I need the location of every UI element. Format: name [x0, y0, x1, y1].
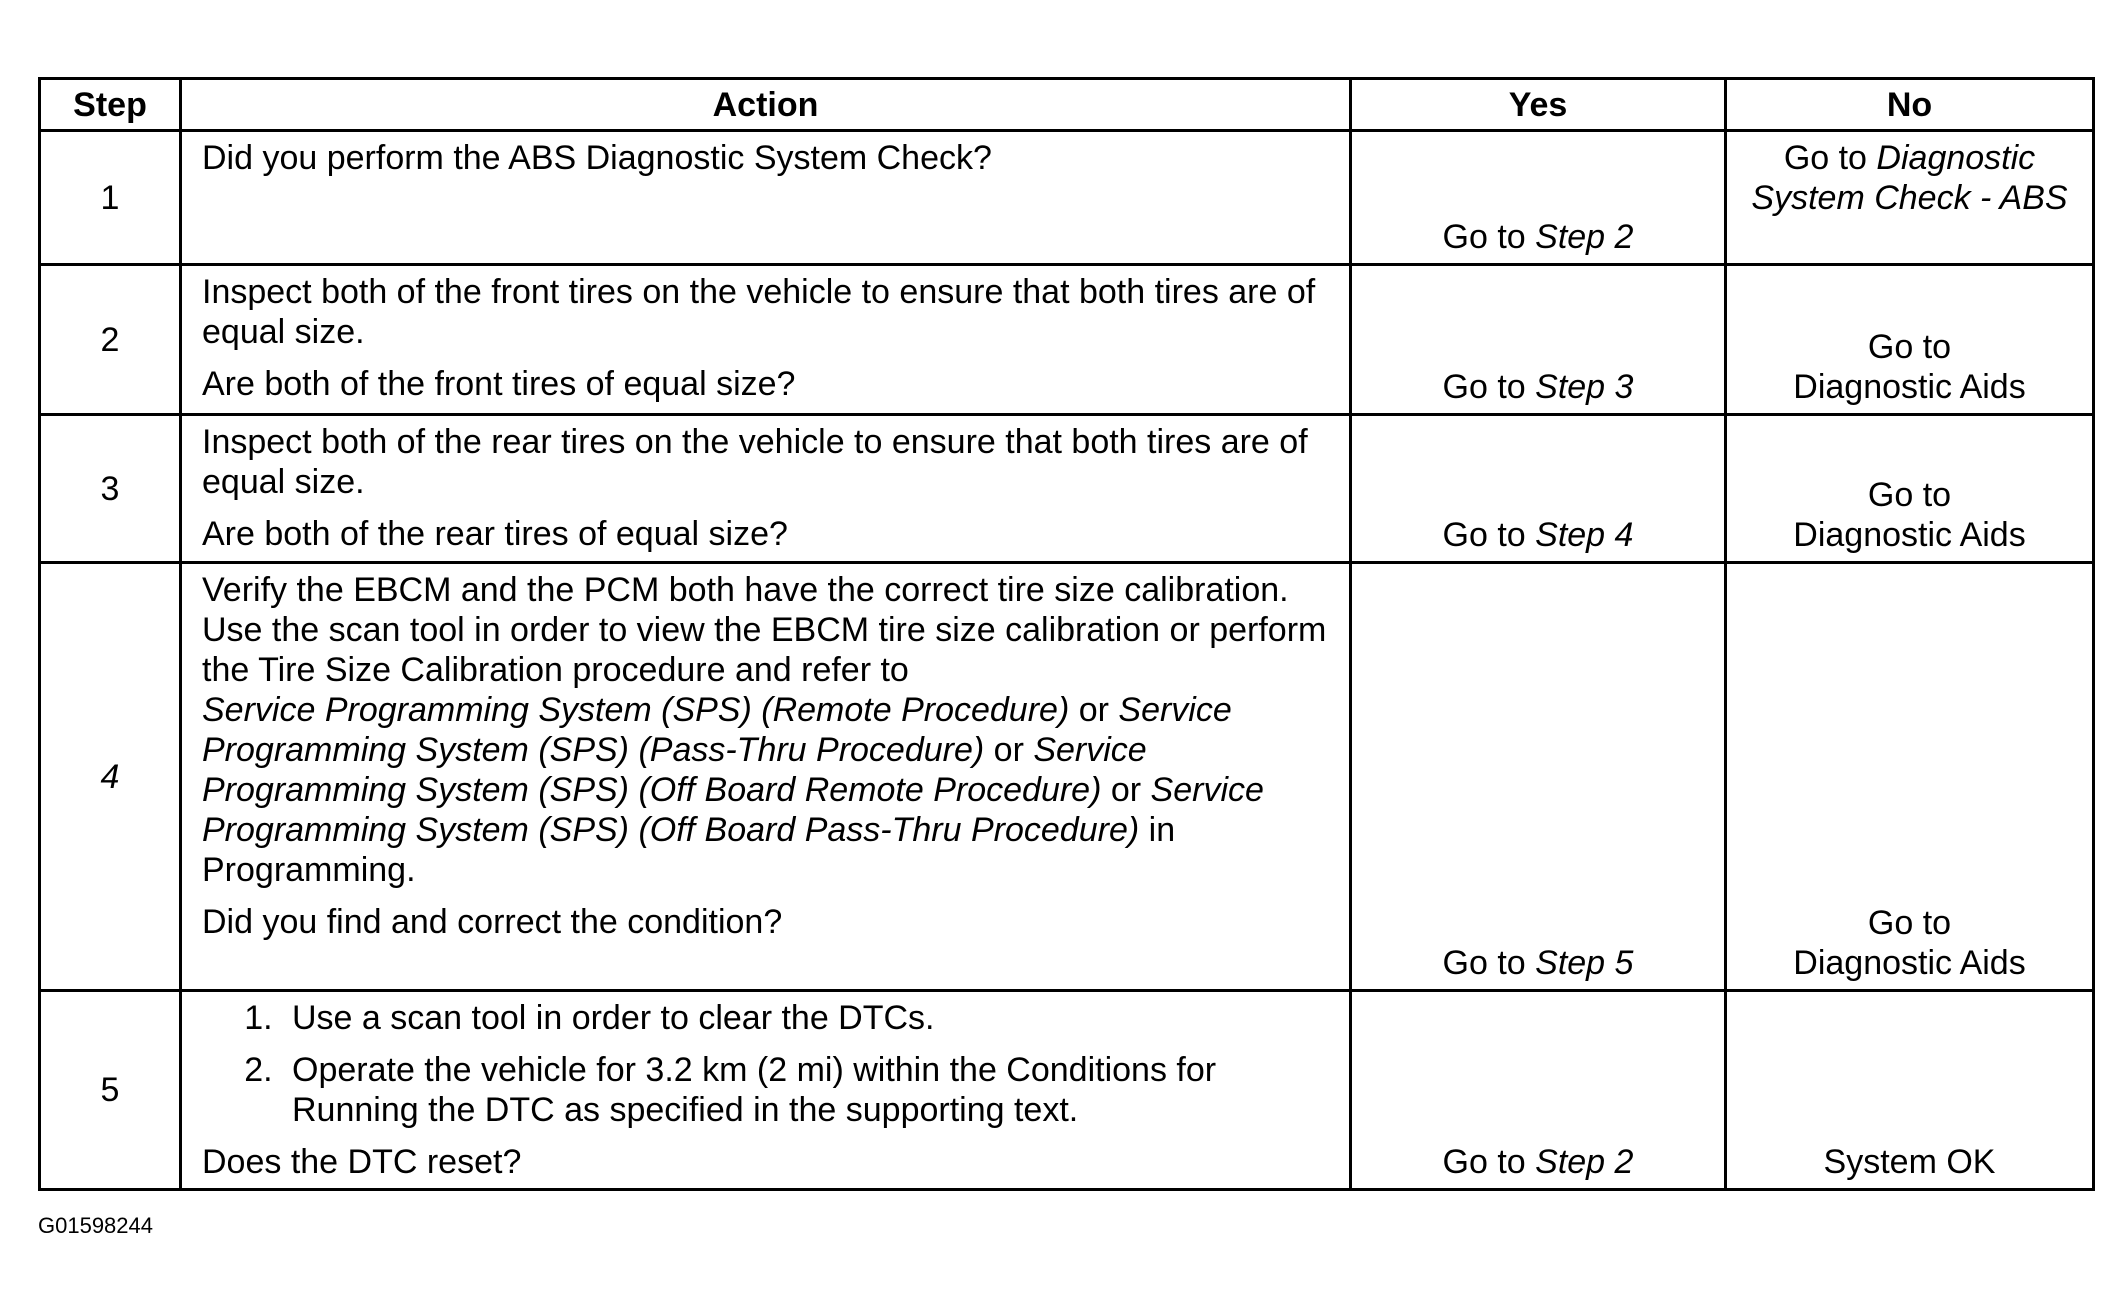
no-diagnostic-aids-link[interactable]: Diagnostic Aids — [1793, 368, 2026, 406]
no-line-1: Go to — [1867, 476, 1952, 514]
or-text: or — [1069, 691, 1119, 729]
sps-off-board-remote-link[interactable]: Service Programming System (SPS) (Off Board Remote Procedure) — [202, 731, 1147, 809]
no-prefix: Go to — [1783, 139, 1877, 177]
diagnostic-table — [38, 77, 2095, 1191]
yes-prefix: Go to — [1442, 516, 1536, 554]
action-text: Did you perform the ABS Diagnostic System Check? — [202, 139, 992, 177]
yes-prefix: Go to — [1442, 368, 1536, 406]
yes-step-link[interactable]: Step 4 — [1535, 516, 1634, 554]
no-line-1: Go to — [1867, 904, 1952, 942]
yes-prefix: Go to — [1442, 218, 1536, 256]
table-row — [40, 991, 2094, 1190]
list-item: 1. Use a scan tool in order to clear the DTCs. — [282, 998, 1339, 1038]
yes-cell[interactable] — [1351, 563, 1726, 991]
sps-remote-link[interactable]: Service Programming System (SPS) (Remote Procedure) — [202, 691, 1070, 729]
header-yes: Yes — [1351, 79, 1726, 131]
action-text: Inspect both of the rear tires on the vehicle to ensure that both tires are of equal size. — [202, 423, 1308, 501]
action-question: Does the DTC reset? — [202, 1143, 522, 1181]
step-number: 3 — [40, 415, 181, 563]
no-diagnostic-aids-link[interactable]: Diagnostic Aids — [1793, 516, 2026, 554]
step-number: 4 — [40, 563, 181, 991]
yes-prefix: Go to — [1442, 1143, 1536, 1181]
in-programming-text: in Programming. — [202, 811, 1176, 889]
header-action: Action — [181, 79, 1351, 131]
yes-step-link[interactable]: Step 5 — [1535, 944, 1634, 982]
figure-id: G01598244 — [38, 1213, 153, 1238]
yes-step-link[interactable]: Step 3 — [1535, 368, 1634, 406]
no-diagnostic-check-link[interactable]: Diagnostic System Check - ABS — [1751, 139, 2068, 217]
or-text: or — [984, 731, 1034, 769]
yes-cell[interactable] — [1351, 131, 1726, 265]
action-cell — [181, 991, 1351, 1190]
no-line-1: Go to — [1867, 328, 1952, 366]
action-intro: Verify the EBCM and the PCM both have the correct tire size calibration. Use the scan tool in order to view the EBCM tire size calibration or perform the Tire Size Calibration procedure and refer to — [202, 571, 1327, 689]
table-row — [40, 265, 2094, 415]
no-cell[interactable] — [1726, 265, 2094, 415]
no-cell — [1726, 991, 2094, 1190]
header-step: Step — [40, 79, 181, 131]
action-text — [202, 570, 1339, 890]
list-item: 2. Operate the vehicle for 3.2 km (2 mi) within the Conditions for Running the DTC as specified in the supporting text. — [282, 1050, 1339, 1130]
action-cell — [181, 563, 1351, 991]
no-cell[interactable] — [1726, 563, 2094, 991]
no-diagnostic-aids-link[interactable]: Diagnostic Aids — [1793, 944, 2026, 982]
no-cell[interactable] — [1726, 415, 2094, 563]
action-cell — [181, 415, 1351, 563]
sps-off-board-pass-thru-link[interactable]: Service Programming System (SPS) (Off Board Pass-Thru Procedure) — [202, 771, 1264, 849]
step-number: 5 — [40, 991, 181, 1190]
yes-cell[interactable] — [1351, 265, 1726, 415]
procedure-list — [202, 998, 1339, 1130]
yes-cell[interactable] — [1351, 415, 1726, 563]
yes-step-link[interactable]: Step 2 — [1535, 218, 1634, 256]
or-text: or — [1101, 771, 1151, 809]
no-cell[interactable] — [1726, 131, 2094, 265]
yes-prefix: Go to — [1442, 944, 1536, 982]
step-number: 1 — [40, 131, 181, 265]
step-number: 2 — [40, 265, 181, 415]
sps-pass-thru-link[interactable]: Service Programming System (SPS) (Pass-Thru Procedure) — [202, 691, 1232, 769]
action-question: Are both of the front tires of equal size? — [202, 365, 796, 403]
action-cell — [181, 131, 1351, 265]
action-cell — [181, 265, 1351, 415]
action-text: Inspect both of the front tires on the vehicle to ensure that both tires are of equal size. — [202, 273, 1316, 351]
table-row — [40, 563, 2094, 991]
yes-step-link[interactable]: Step 2 — [1535, 1143, 1634, 1181]
action-question: Did you find and correct the condition? — [202, 903, 783, 941]
table-row — [40, 415, 2094, 563]
header-no: No — [1726, 79, 2094, 131]
action-question: Are both of the rear tires of equal size? — [202, 515, 788, 553]
yes-cell[interactable] — [1351, 991, 1726, 1190]
no-result: System OK — [1823, 1143, 1996, 1181]
table-header-row — [40, 79, 2094, 131]
table-row — [40, 131, 2094, 265]
